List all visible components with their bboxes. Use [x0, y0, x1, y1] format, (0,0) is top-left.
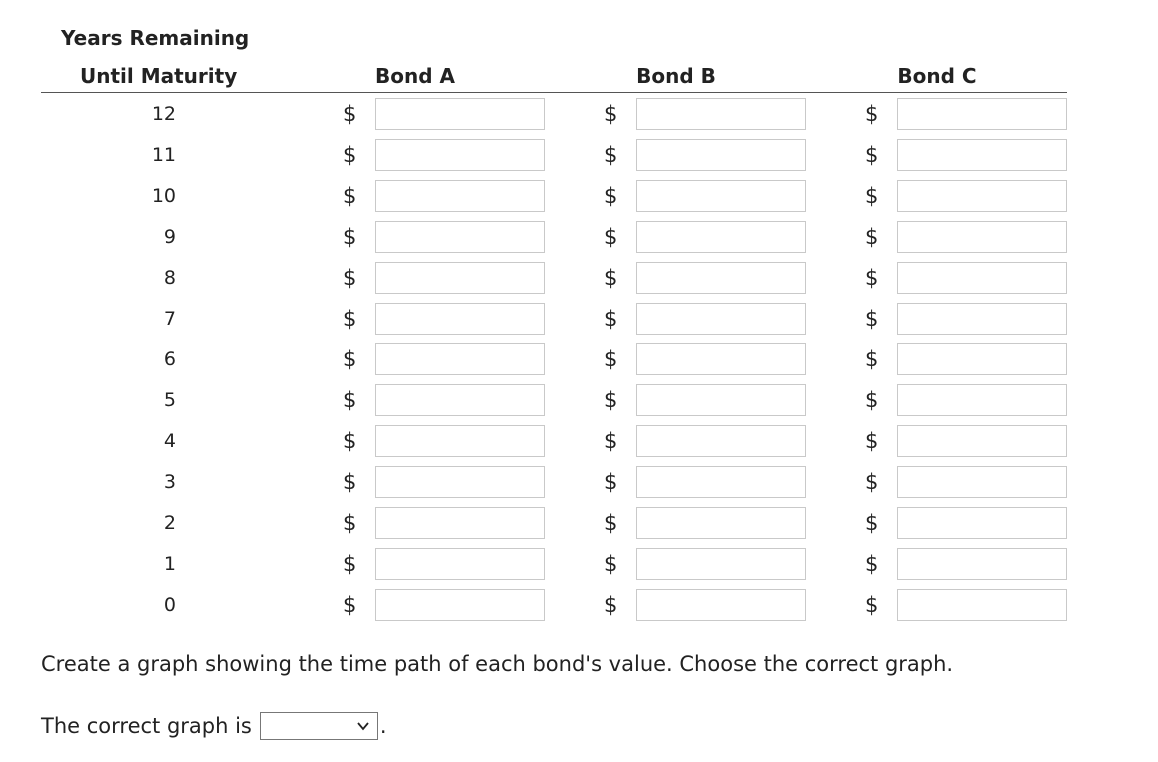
bond-a-value-input[interactable]	[375, 139, 545, 171]
dollar-sign: $	[343, 142, 357, 167]
bond-a-value-input[interactable]	[375, 303, 545, 335]
answer-period: .	[379, 714, 387, 738]
dollar-sign: $	[865, 592, 879, 617]
dollar-sign: $	[865, 511, 879, 535]
bond-a-header: Bond A	[375, 64, 455, 88]
bond-b-value-input[interactable]	[636, 98, 806, 130]
table-row	[0, 424, 1158, 458]
dollar-sign: $	[343, 347, 357, 372]
dollar-sign: $	[604, 347, 618, 372]
dollar-sign: $	[865, 470, 879, 495]
chevron-down-icon	[355, 718, 371, 734]
dollar-sign: $	[865, 224, 879, 249]
dollar-sign: $	[865, 388, 879, 413]
bond-b-value-input[interactable]	[636, 466, 806, 498]
dollar-sign: $	[604, 551, 618, 576]
bond-b-header: Bond B	[636, 64, 716, 88]
years-remaining-cell: 5	[163, 389, 176, 412]
years-remaining-cell: 1	[163, 552, 176, 575]
dollar-sign: $	[604, 470, 618, 495]
table-row	[0, 588, 1158, 622]
graph-prompt: Create a graph showing the time path of each bond's value. Choose the correct graph.	[41, 652, 954, 676]
bond-a-value-input[interactable]	[375, 343, 545, 375]
table-row	[0, 547, 1158, 581]
dollar-sign: $	[343, 102, 357, 126]
dollar-sign: $	[604, 511, 618, 535]
bond-c-value-input[interactable]	[897, 180, 1067, 212]
bond-a-value-input[interactable]	[375, 548, 545, 580]
bond-b-value-input[interactable]	[636, 548, 806, 580]
bond-c-value-input[interactable]	[897, 303, 1067, 335]
bond-b-value-input[interactable]	[636, 221, 806, 253]
bond-c-value-input[interactable]	[897, 221, 1067, 253]
bond-c-value-input[interactable]	[897, 589, 1067, 621]
bond-c-value-input[interactable]	[897, 507, 1067, 539]
bond-a-value-input[interactable]	[375, 466, 545, 498]
dollar-sign: $	[604, 429, 618, 454]
years-remaining-cell: 11	[151, 143, 176, 166]
dollar-sign: $	[865, 306, 879, 331]
dollar-sign: $	[343, 592, 357, 617]
answer-label: The correct graph is	[41, 714, 252, 738]
dollar-sign: $	[604, 183, 618, 208]
bond-b-value-input[interactable]	[636, 180, 806, 212]
bond-c-header: Bond C	[897, 64, 977, 88]
graph-select[interactable]	[260, 712, 378, 740]
table-row	[0, 138, 1158, 172]
years-remaining-cell: 3	[163, 471, 176, 494]
bond-a-value-input[interactable]	[375, 507, 545, 539]
bond-a-value-input[interactable]	[375, 589, 545, 621]
years-remaining-cell: 10	[151, 184, 176, 207]
years-remaining-cell: 7	[163, 307, 176, 330]
table-row	[0, 383, 1158, 417]
bond-c-value-input[interactable]	[897, 425, 1067, 457]
dollar-sign: $	[604, 306, 618, 331]
years-remaining-cell: 8	[163, 266, 176, 289]
dollar-sign: $	[604, 142, 618, 167]
bond-b-value-input[interactable]	[636, 589, 806, 621]
dollar-sign: $	[343, 429, 357, 454]
bond-b-value-input[interactable]	[636, 384, 806, 416]
bond-c-value-input[interactable]	[897, 139, 1067, 171]
years-remaining-cell: 4	[163, 430, 176, 453]
dollar-sign: $	[604, 224, 618, 249]
bond-a-value-input[interactable]	[375, 425, 545, 457]
header-rule	[41, 92, 1067, 93]
bond-b-value-input[interactable]	[636, 507, 806, 539]
bond-c-value-input[interactable]	[897, 343, 1067, 375]
table-row	[0, 506, 1158, 540]
dollar-sign: $	[604, 592, 618, 617]
dollar-sign: $	[343, 306, 357, 331]
years-remaining-cell: 0	[163, 593, 176, 616]
table-row	[0, 97, 1158, 131]
bond-a-value-input[interactable]	[375, 262, 545, 294]
bond-a-value-input[interactable]	[375, 221, 545, 253]
dollar-sign: $	[865, 347, 879, 372]
bond-a-value-input[interactable]	[375, 180, 545, 212]
years-header-line1: Years Remaining	[61, 26, 250, 50]
dollar-sign: $	[343, 388, 357, 413]
bond-b-value-input[interactable]	[636, 303, 806, 335]
bond-b-value-input[interactable]	[636, 262, 806, 294]
years-remaining-cell: 9	[163, 225, 176, 248]
table-row	[0, 465, 1158, 499]
dollar-sign: $	[865, 183, 879, 208]
dollar-sign: $	[604, 265, 618, 290]
answer-line	[41, 712, 387, 740]
dollar-sign: $	[865, 142, 879, 167]
table-row	[0, 261, 1158, 295]
dollar-sign: $	[865, 429, 879, 454]
dollar-sign: $	[343, 551, 357, 576]
bond-a-value-input[interactable]	[375, 384, 545, 416]
bond-a-value-input[interactable]	[375, 98, 545, 130]
table-row	[0, 302, 1158, 336]
bond-b-value-input[interactable]	[636, 343, 806, 375]
dollar-sign: $	[604, 102, 618, 126]
bond-b-value-input[interactable]	[636, 425, 806, 457]
table-row	[0, 220, 1158, 254]
dollar-sign: $	[604, 388, 618, 413]
table-row	[0, 342, 1158, 376]
dollar-sign: $	[343, 183, 357, 208]
bond-c-value-input[interactable]	[897, 384, 1067, 416]
dollar-sign: $	[343, 470, 357, 495]
bond-c-value-input[interactable]	[897, 466, 1067, 498]
bond-c-value-input[interactable]	[897, 548, 1067, 580]
years-remaining-cell: 6	[163, 348, 176, 371]
dollar-sign: $	[865, 102, 879, 126]
years-header-line2: Until Maturity	[80, 64, 238, 88]
bond-b-value-input[interactable]	[636, 139, 806, 171]
bond-c-value-input[interactable]	[897, 262, 1067, 294]
dollar-sign: $	[343, 224, 357, 249]
bond-c-value-input[interactable]	[897, 98, 1067, 130]
dollar-sign: $	[343, 511, 357, 535]
dollar-sign: $	[865, 265, 879, 290]
years-remaining-cell: 2	[163, 512, 176, 534]
years-remaining-cell: 12	[151, 103, 176, 125]
dollar-sign: $	[343, 265, 357, 290]
table-row	[0, 179, 1158, 213]
dollar-sign: $	[865, 551, 879, 576]
